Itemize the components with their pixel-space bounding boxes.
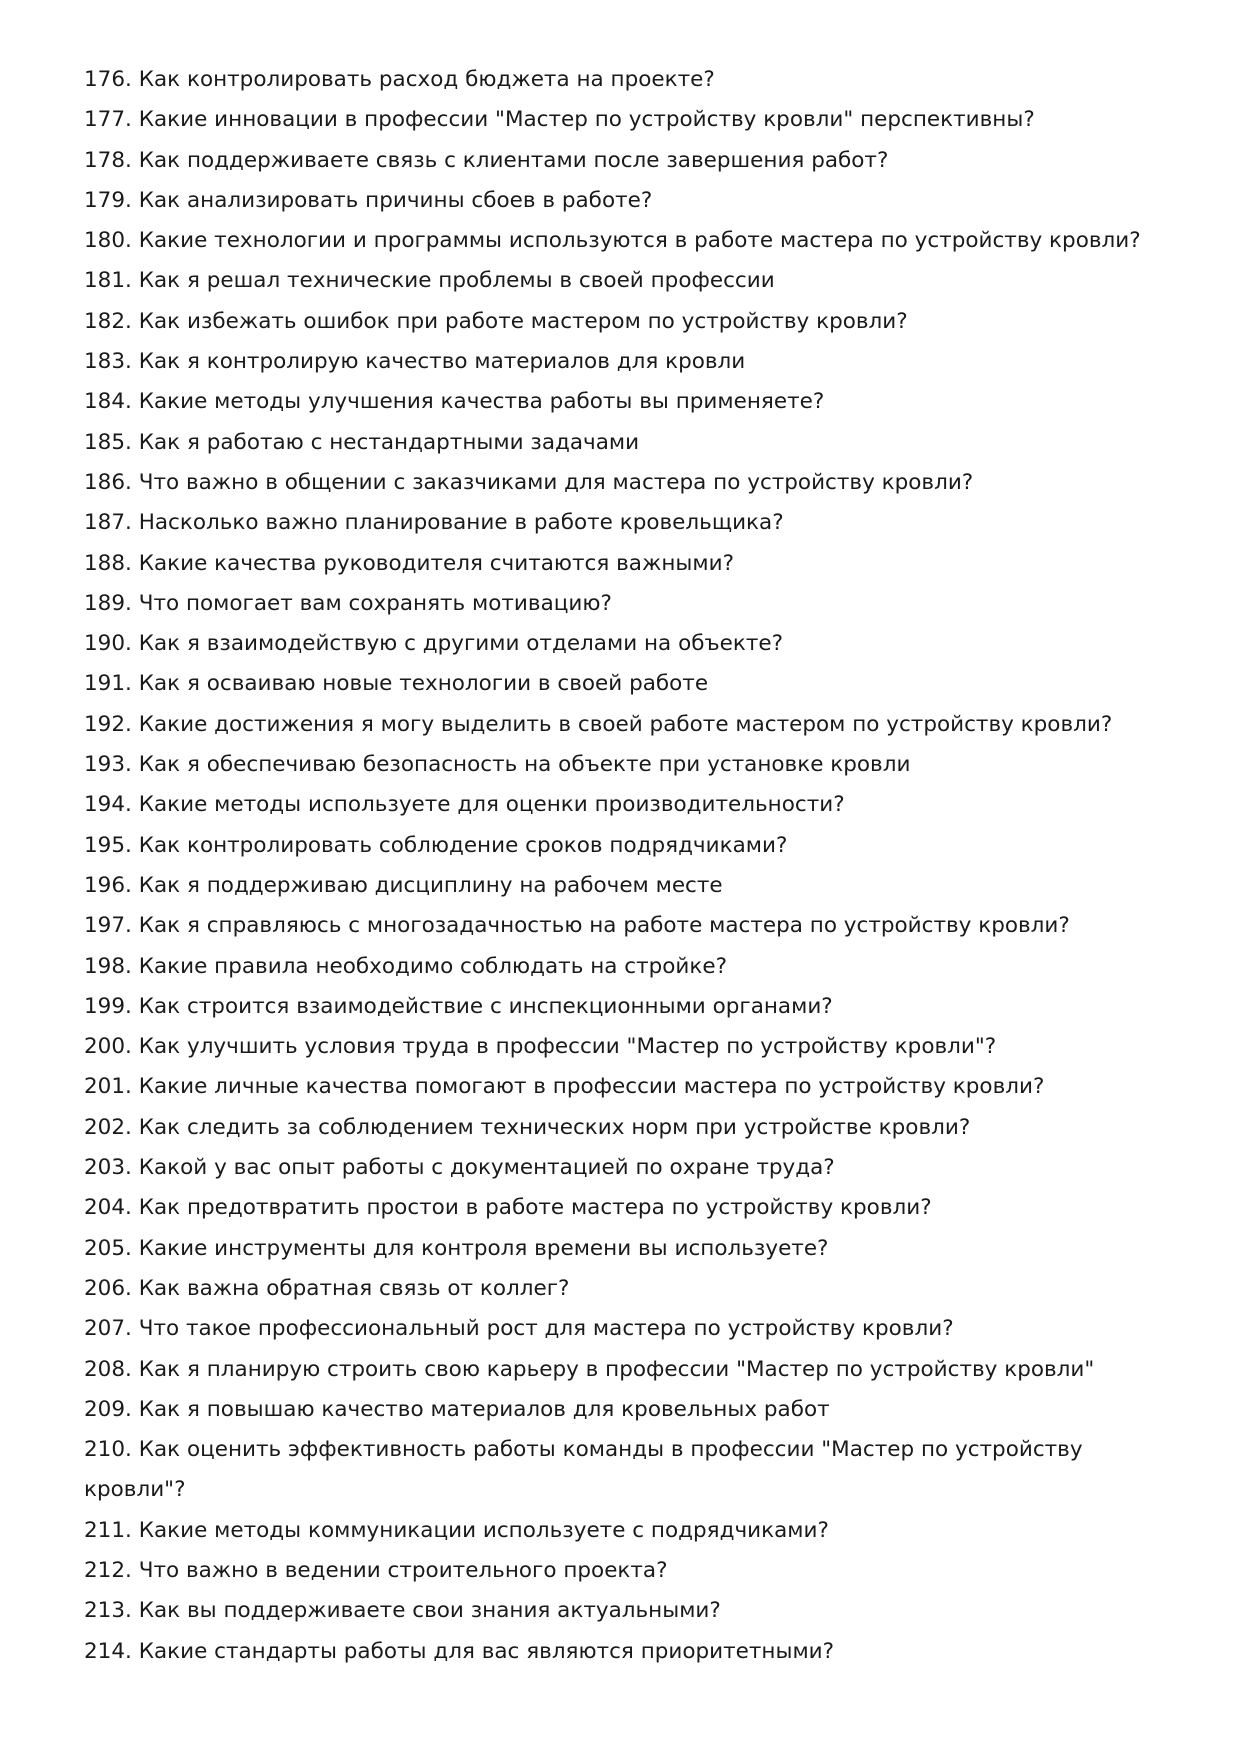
question-200: 200. Как улучшить условия труда в профессии "Мастер по устройству кровли"?	[84, 1034, 997, 1060]
question-195: 195. Как контролировать соблюдение сроков подрядчиками?	[84, 832, 788, 858]
question-189: 189. Что помогает вам сохранять мотивацию?	[84, 590, 612, 616]
question-208: 208. Как я планирую строить свою карьеру в профессии "Мастер по устройству кровли"	[84, 1356, 1095, 1382]
question-180: 180. Какие технологии и программы используются в работе мастера по устройству кровли?	[84, 228, 1141, 254]
question-177: 177. Какие инновации в профессии "Мастер по устройству кровли" перспективны?	[84, 107, 1035, 133]
question-202: 202. Как следить за соблюдением технических норм при устройстве кровли?	[84, 1114, 971, 1140]
question-194: 194. Какие методы используете для оценки производительности?	[84, 792, 845, 818]
question-211: 211. Какие методы коммуникации используете с подрядчиками?	[84, 1517, 829, 1543]
question-193: 193. Как я обеспечиваю безопасность на объекте при установке кровли	[84, 752, 911, 778]
question-197: 197. Как я справляюсь с многозадачностью на работе мастера по устройству кровли?	[84, 913, 1070, 939]
question-178: 178. Как поддерживаете связь с клиентами после завершения работ?	[84, 147, 889, 173]
question-186: 186. Что важно в общении с заказчиками для мастера по устройству кровли?	[84, 469, 974, 495]
question-210: 210. Как оценить эффективность работы команды в профессии "Мастер по устройству кровли"?	[84, 1437, 1083, 1503]
question-212: 212. Что важно в ведении строительного проекта?	[84, 1557, 668, 1583]
question-205: 205. Какие инструменты для контроля времени вы используете?	[84, 1235, 829, 1261]
question-176: 176. Как контролировать расход бюджета на проекте?	[84, 67, 715, 92]
question-198: 198. Какие правила необходимо соблюдать на стройке?	[84, 953, 728, 979]
question-213: 213. Как вы поддерживаете свои знания актуальными?	[84, 1598, 721, 1624]
question-192: 192. Какие достижения я могу выделить в своей работе мастером по устройству кровли?	[84, 711, 1113, 737]
question-209: 209. Как я повышаю качество материалов для кровельных работ	[84, 1396, 830, 1422]
question-182: 182. Как избежать ошибок при работе мастером по устройству кровли?	[84, 308, 908, 334]
question-184: 184. Какие методы улучшения качества работы вы применяете?	[84, 389, 825, 415]
question-188: 188. Какие качества руководителя считаются важными?	[84, 550, 734, 576]
question-196: 196. Как я поддерживаю дисциплину на рабочем месте	[84, 872, 723, 898]
question-206: 206. Как важна обратная связь от коллег?	[84, 1275, 570, 1301]
question-204: 204. Как предотвратить простои в работе мастера по устройству кровли?	[84, 1195, 932, 1221]
question-214: 214. Какие стандарты работы для вас являются приоритетными?	[84, 1638, 835, 1664]
question-181: 181. Как я решал технические проблемы в своей профессии	[84, 268, 775, 294]
question-190: 190. Как я взаимодействую с другими отделами на объекте?	[84, 631, 784, 657]
question-179: 179. Как анализировать причины сбоев в работе?	[84, 187, 653, 213]
question-185: 185. Как я работаю с нестандартными задачами	[84, 429, 640, 455]
question-207: 207. Что такое профессиональный рост для мастера по устройству кровли?	[84, 1316, 954, 1342]
question-187: 187. Насколько важно планирование в работе кровельщика?	[84, 510, 784, 536]
question-191: 191. Как я осваиваю новые технологии в своей работе	[84, 671, 709, 697]
question-list	[84, 60, 1174, 1672]
question-199: 199. Как строится взаимодействие с инспекционными органами?	[84, 993, 833, 1019]
question-201: 201. Какие личные качества помогают в профессии мастера по устройству кровли?	[84, 1074, 1045, 1100]
question-203: 203. Какой у вас опыт работы с документацией по охране труда?	[84, 1155, 835, 1181]
question-183: 183. Как я контролирую качество материалов для кровли	[84, 349, 746, 375]
